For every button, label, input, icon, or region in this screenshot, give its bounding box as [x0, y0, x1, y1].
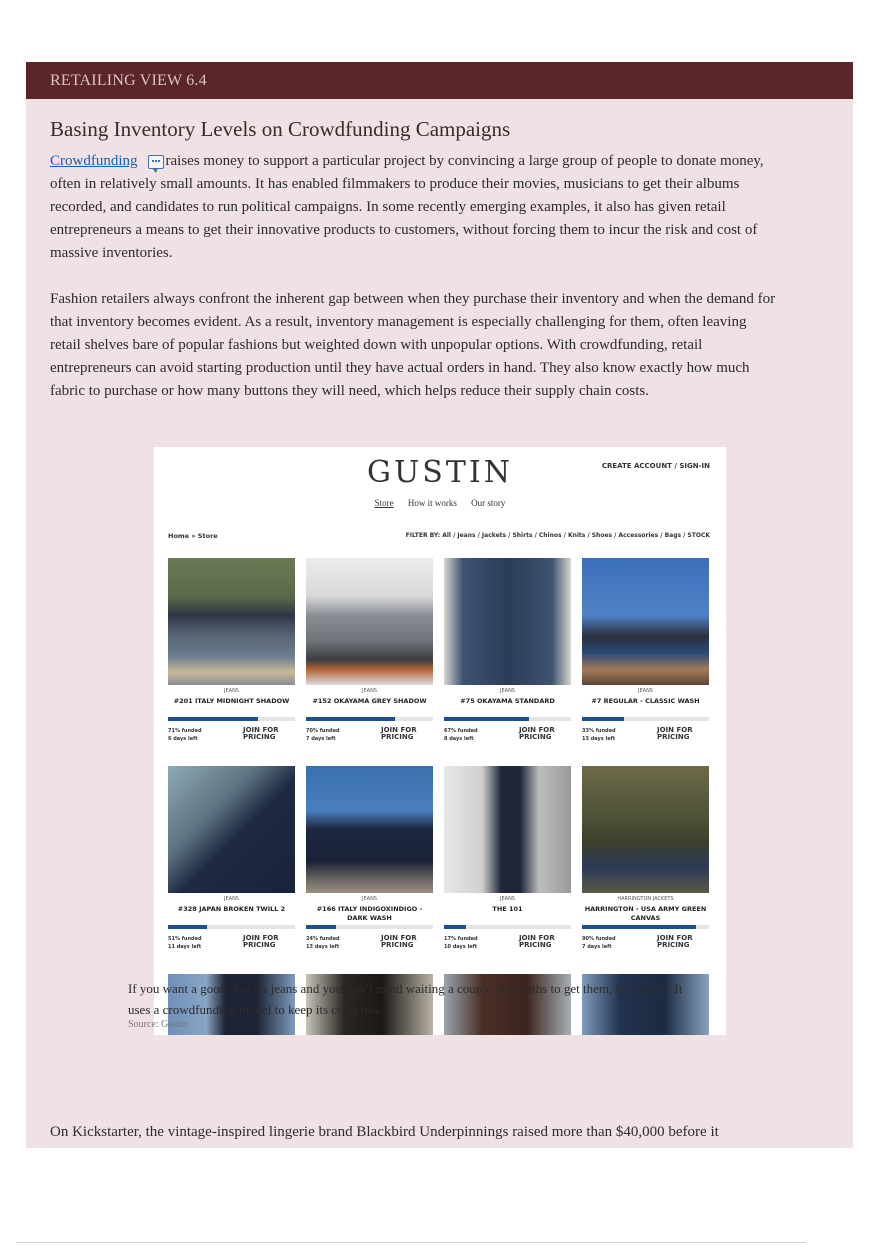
- funding-bar: [444, 925, 571, 929]
- product-meta: [306, 727, 433, 745]
- product-meta: [444, 727, 571, 745]
- page-top-margin: [0, 0, 880, 62]
- days-left: 10 days left: [444, 944, 478, 950]
- funded-percent: 67% funded: [444, 728, 478, 734]
- product-photo-sneaker: [168, 558, 295, 685]
- funding-bar: [306, 925, 433, 929]
- product-card: [306, 558, 433, 745]
- funded-percent: 71% funded: [168, 728, 202, 734]
- product-photo-classic-wash: [582, 558, 709, 685]
- funding-bar: [444, 717, 571, 721]
- days-left: 8 days left: [444, 736, 474, 742]
- product-name: #7 REGULAR - CLASSIC WASH: [591, 697, 700, 705]
- product-photo-harrington-jacket: [582, 766, 709, 893]
- product-meta: [582, 935, 709, 953]
- product-meta: [168, 727, 295, 745]
- join-for-pricing-button: JOIN FOR PRICING: [243, 934, 279, 949]
- product-card: [444, 766, 571, 953]
- product-card: [582, 766, 709, 953]
- figure-caption: If you want a good deal on jeans and you don’t mind waiting a couple of months to get them, try Gustin. It uses a crowdfunding model to keep its costs low.: [128, 981, 683, 1017]
- funding-bar: [168, 925, 295, 929]
- join-for-pricing-button: JOIN FOR PRICING: [657, 934, 693, 949]
- store-nav: [154, 498, 726, 508]
- footer-divider: [16, 1242, 806, 1243]
- funded-percent: 70% funded: [306, 728, 340, 734]
- crowdfunding-link[interactable]: Crowdfunding: [50, 153, 138, 169]
- account-link: CREATE ACCOUNT / SIGN-IN: [601, 462, 710, 470]
- product-meta: [444, 935, 571, 953]
- funded-percent: 24% funded: [306, 936, 340, 942]
- product-name: THE 101: [492, 905, 523, 913]
- product-name: #152 OKAYAMA GREY SHADOW: [312, 697, 427, 705]
- funded-percent: 33% funded: [582, 728, 616, 734]
- days-left: 13 days left: [582, 736, 616, 742]
- filter-bar: FILTER BY: All / Jeans / Jackets / Shirts / Chinos / Knits / Shoes / Accessories / Bags / STOCK: [405, 532, 710, 539]
- funded-percent: 51% funded: [168, 936, 202, 942]
- product-card: [444, 558, 571, 745]
- product-photo-grey-jeans: [306, 558, 433, 685]
- funding-fill: [444, 925, 466, 929]
- product-category: HARRINGTON JACKETS: [617, 896, 674, 902]
- paragraph-3: On Kickstarter, the vintage-inspired lingerie brand Blackbird Underpinnings raised more than $40,000 before it: [50, 1124, 719, 1140]
- join-for-pricing-button: JOIN FOR PRICING: [519, 726, 555, 741]
- box-title: Basing Inventory Levels on Crowdfunding Campaigns: [50, 117, 511, 141]
- product-meta: [168, 935, 295, 953]
- funded-percent: 90% funded: [582, 936, 616, 942]
- product-photo-the-101: [444, 766, 571, 893]
- product-photo-denim-fabric: [168, 766, 295, 893]
- product-card: [582, 558, 709, 745]
- product-name: HARRINGTON - USA ARMY GREEN CANVAS: [584, 905, 707, 922]
- gustin-logo: GUSTIN: [367, 455, 513, 490]
- days-left: 13 days left: [306, 944, 340, 950]
- product-category: JEANS: [500, 688, 515, 694]
- product-category: JEANS: [224, 688, 239, 694]
- paragraph-2: Fashion retailers always confront the inherent gap between when they purchase their inventory and when the demand for that inventory becomes evident. As a result, inventory management is especially challenging for them, often leaving retail shelves bare of popular fashions but weighted down with unpopular options. With crowdfunding, retail entrepreneurs can avoid starting production until they have actual orders in hand. They also know exactly how much fabric to purchase or how many buttons they will need, which helps reduce their supply chain costs.: [50, 291, 776, 399]
- nav-store: Store: [374, 498, 394, 508]
- days-left: 7 days left: [306, 736, 336, 742]
- funding-fill: [444, 717, 529, 721]
- funding-bar: [168, 717, 295, 721]
- funding-bar: [306, 717, 433, 721]
- funding-fill: [168, 925, 207, 929]
- funded-percent: 17% funded: [444, 936, 478, 942]
- funding-fill: [582, 717, 624, 721]
- days-left: 6 days left: [168, 736, 198, 742]
- product-name: #201 ITALY MIDNIGHT SHADOW: [173, 697, 290, 705]
- gustin-screenshot-figure: [154, 447, 726, 1035]
- join-for-pricing-button: JOIN FOR PRICING: [657, 726, 693, 741]
- join-for-pricing-button: JOIN FOR PRICING: [519, 934, 555, 949]
- funding-bar: [582, 925, 709, 929]
- product-name: #75 OKAYAMA STANDARD: [460, 697, 555, 705]
- join-for-pricing-button: JOIN FOR PRICING: [381, 726, 417, 741]
- funding-fill: [306, 925, 336, 929]
- box-header: RETAILING VIEW 6.4: [26, 62, 853, 99]
- product-photo-okayama-jeans: [444, 558, 571, 685]
- product-name: #328 JAPAN BROKEN TWILL 2: [177, 905, 286, 913]
- funding-fill: [582, 925, 696, 929]
- product-meta: [306, 935, 433, 953]
- product-name: #166 ITALY INDIGOXINDIGO - DARK WASH: [316, 905, 423, 922]
- nav-how-it-works: How it works: [407, 498, 457, 508]
- days-left: 11 days left: [168, 944, 202, 950]
- funding-bar: [582, 717, 709, 721]
- join-for-pricing-button: JOIN FOR PRICING: [243, 726, 279, 741]
- figure-source: Source: Gustin: [128, 1019, 188, 1030]
- paragraph-1: [50, 150, 780, 265]
- product-card: [306, 766, 433, 953]
- product-category: JEANS: [362, 688, 377, 694]
- join-for-pricing-button: JOIN FOR PRICING: [381, 934, 417, 949]
- comment-icon[interactable]: [148, 155, 164, 169]
- breadcrumb: Home » Store: [168, 532, 218, 540]
- product-card: [168, 558, 295, 745]
- product-category: JEANS: [224, 896, 239, 902]
- days-left: 7 days left: [582, 944, 612, 950]
- paragraph-1-text: raises money to support a particular project by convincing a large group of people to donate money, often in relatively small amounts. It has enabled filmmakers to produce their movies, musicians to get their albums recorded, and candidates to run political campaigns. In some recently emerging examples, it also has given retail entrepreneurs a means to get their innovative products to customers, without forcing them to incur the risk and cost of massive inventories.: [50, 153, 764, 261]
- funding-fill: [168, 717, 258, 721]
- funding-fill: [306, 717, 395, 721]
- product-category: JEANS: [638, 688, 653, 694]
- product-meta: [582, 727, 709, 745]
- product-card: [168, 766, 295, 953]
- product-category: JEANS: [500, 896, 515, 902]
- product-category: JEANS: [362, 896, 377, 902]
- nav-our-story: Our story: [471, 498, 506, 508]
- product-photo-indigo-jeans: [306, 766, 433, 893]
